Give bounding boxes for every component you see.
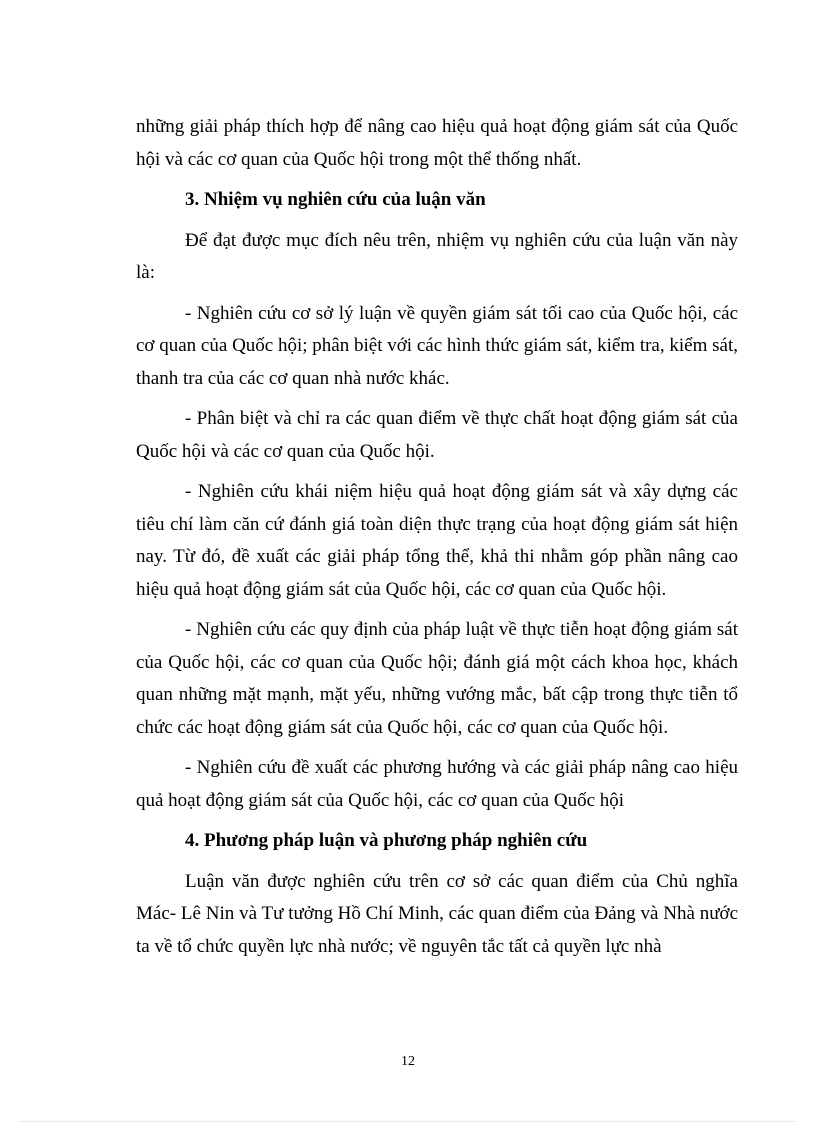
list-item-task: - Nghiên cứu cơ sở lý luận về quyền giám sát tối cao của Quốc hội, các cơ quan của Quốc hội; phân biệt với các hình thức giám sát, kiểm tra, kiểm sát, thanh tra của các cơ quan nhà nước khác. bbox=[136, 302, 738, 389]
page-bottom-edge bbox=[20, 1121, 796, 1122]
page-number: 12 bbox=[401, 1054, 415, 1069]
paragraph-methodology: Luận văn được nghiên cứu trên cơ sở các quan điểm của Chủ nghĩa Mác- Lê Nin và Tư tưởng Hồ Chí Minh, các quan điểm của Đảng và Nhà nước ta về tổ chức quyền lực nhà nước; về nguyên tắc tất cả quyền lực nhà bbox=[136, 870, 738, 957]
list-item-task: - Nghiên cứu các quy định của pháp luật về thực tiễn hoạt động giám sát của Quốc hội, các cơ quan của Quốc hội; đánh giá một cách khoa học, khách quan những mặt mạnh, mặt yếu, những vướng mắc, bất cập trong thực tiễn tổ chức các hoạt động giám sát của Quốc hội, các cơ quan của Quốc hội. bbox=[136, 619, 738, 738]
page-content bbox=[136, 111, 738, 963]
list-item-task: - Nghiên cứu khái niệm hiệu quả hoạt động giám sát và xây dựng các tiêu chí làm căn cứ đánh giá toàn diện thực trạng của hoạt động giám sát hiện nay. Từ đó, đề xuất các giải pháp tổng thể, khả thi nhằm góp phần nâng cao hiệu quả hoạt động giám sát của Quốc hội, các cơ quan của Quốc hội. bbox=[136, 481, 738, 600]
section-heading-3: 3. Nhiệm vụ nghiên cứu của luận văn bbox=[185, 189, 486, 210]
list-item-task: - Phân biệt và chỉ ra các quan điểm về thực chất hoạt động giám sát của Quốc hội và các cơ quan của Quốc hội. bbox=[136, 408, 738, 462]
paragraph-intro: Để đạt được mục đích nêu trên, nhiệm vụ nghiên cứu của luận văn này là: bbox=[136, 229, 738, 283]
section-heading-4: 4. Phương pháp luận và phương pháp nghiên cứu bbox=[185, 830, 588, 851]
paragraph-continuation: những giải pháp thích hợp để nâng cao hiệu quả hoạt động giám sát của Quốc hội và các cơ quan của Quốc hội trong một thể thống nhất. bbox=[136, 116, 738, 170]
list-item-task: - Nghiên cứu đề xuất các phương hướng và các giải pháp nâng cao hiệu quả hoạt động giám sát của Quốc hội, các cơ quan của Quốc hội bbox=[136, 757, 738, 811]
